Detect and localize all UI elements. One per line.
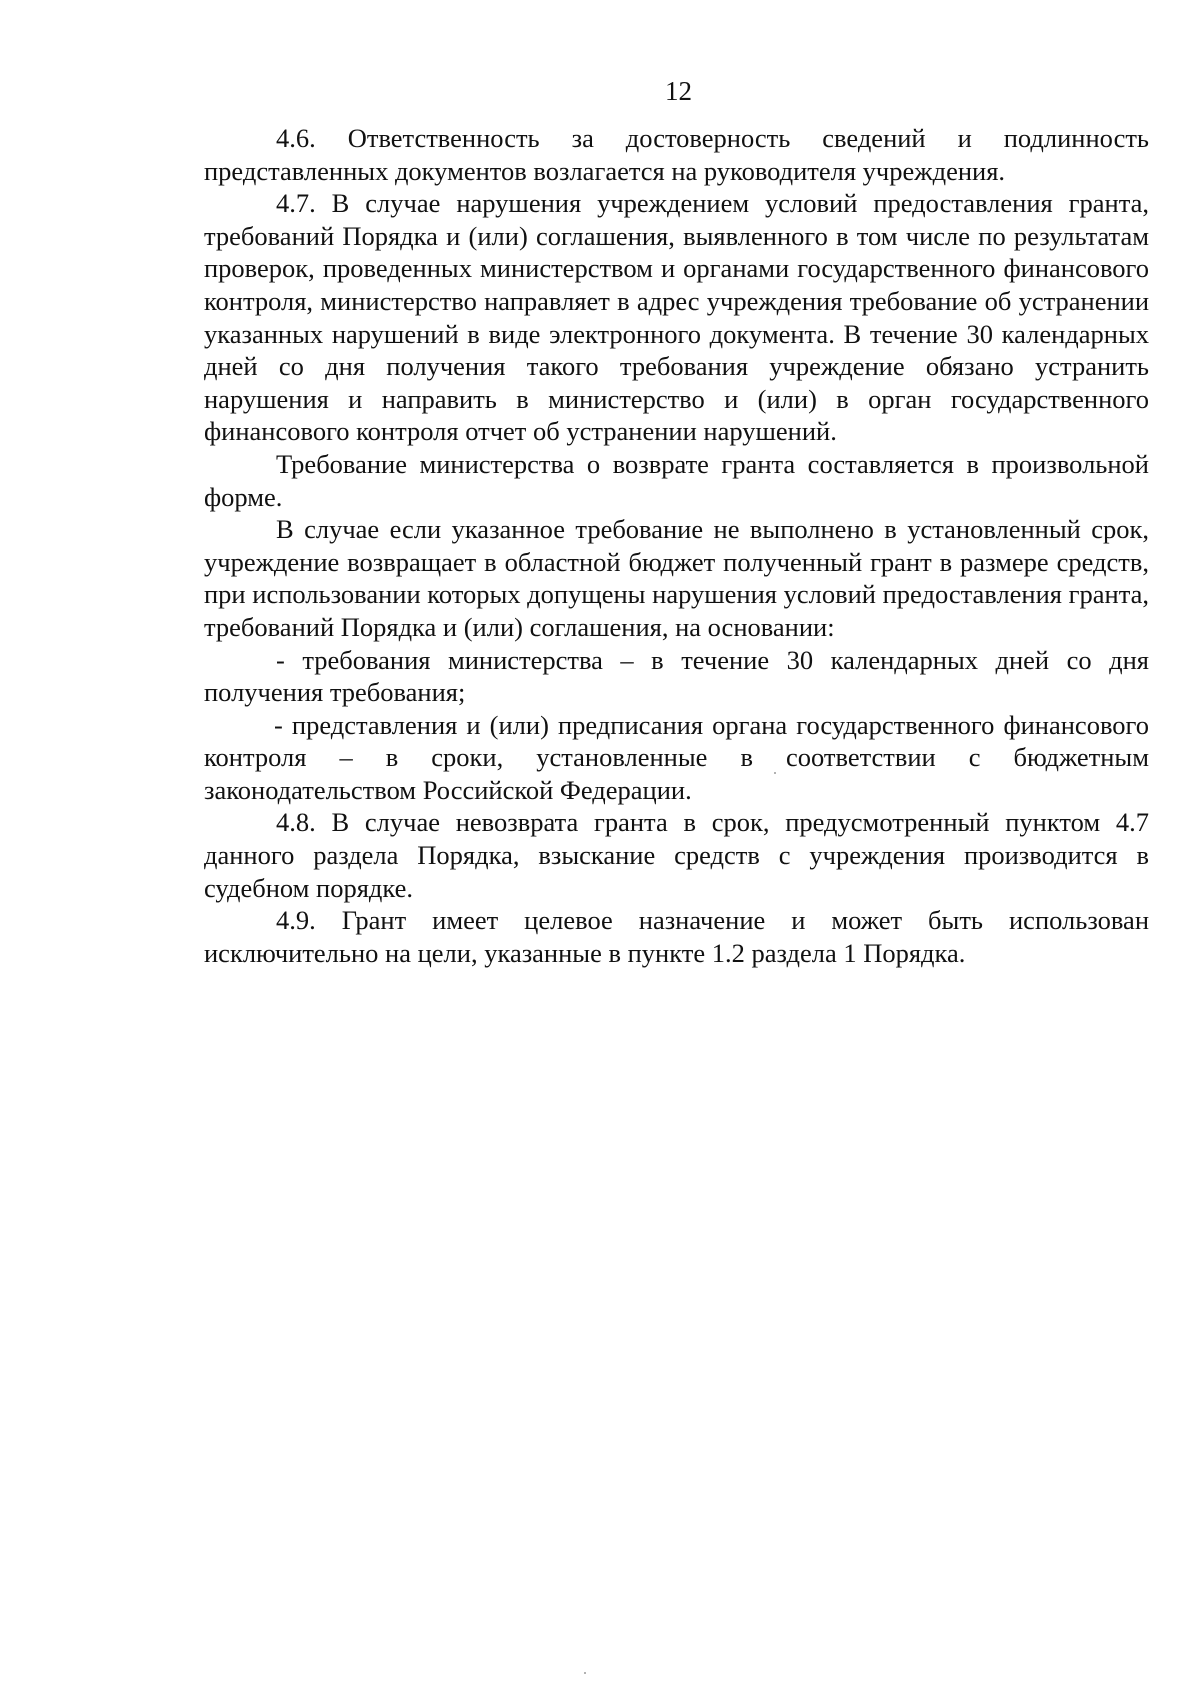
paragraph-refund-conditions: В случае если указанное требование не выполнено в установленный срок, учреждение возвращает в областной бюджет полученный грант в размере средств, при использовании которых допущены нарушения условий предоставления гранта, требований Порядка и (или) соглашения, на основании:: [204, 514, 1149, 642]
paragraph-4-6: 4.6. Ответственность за достоверность сведений и подлинность представленных документов возлагается на руководителя учреждения.: [204, 123, 1149, 186]
paragraph-4-7: 4.7. В случае нарушения учреждением условий предоставления гранта, требований Порядка и (или) соглашения, выявленного в том числе по результатам проверок, проведенных министерством и органами государственного финансового контроля, министерство направляет в адрес учреждения требование об устранении указанных нарушений в виде электронного документа. В течение 30 календарных дней со дня получения такого требования учреждение обязано устранить нарушения и направить в министерство и (или) в орган государственного финансового контроля отчет об устранении нарушений.: [204, 188, 1149, 447]
scan-speck: [584, 1672, 586, 1674]
paragraph-demand-form: Требование министерства о возврате гранта составляется в произвольной форме.: [204, 448, 1149, 512]
page-number: 12: [665, 76, 692, 106]
paragraph-4-8: 4.8. В случае невозврата гранта в срок, предусмотренный пунктом 4.7 данного раздела Порядка, взыскание средств с учреждения производится в судебном порядке.: [204, 807, 1149, 903]
list-item-ministry-demand: - требования министерства – в течение 30 календарных дней со дня получения требования;: [204, 644, 1149, 708]
scan-speck: [774, 772, 776, 774]
list-item-control-body-order: - представления и (или) предписания органа государственного финансового контроля – в сроки, установленные в соответствии с бюджетным законодательством Российской Федерации.: [204, 709, 1149, 805]
paragraph-4-9: 4.9. Грант имеет целевое назначение и может быть использован исключительно на цели, указанные в пункте 1.2 раздела 1 Порядка.: [204, 905, 1149, 968]
document-body: [204, 122, 1149, 969]
